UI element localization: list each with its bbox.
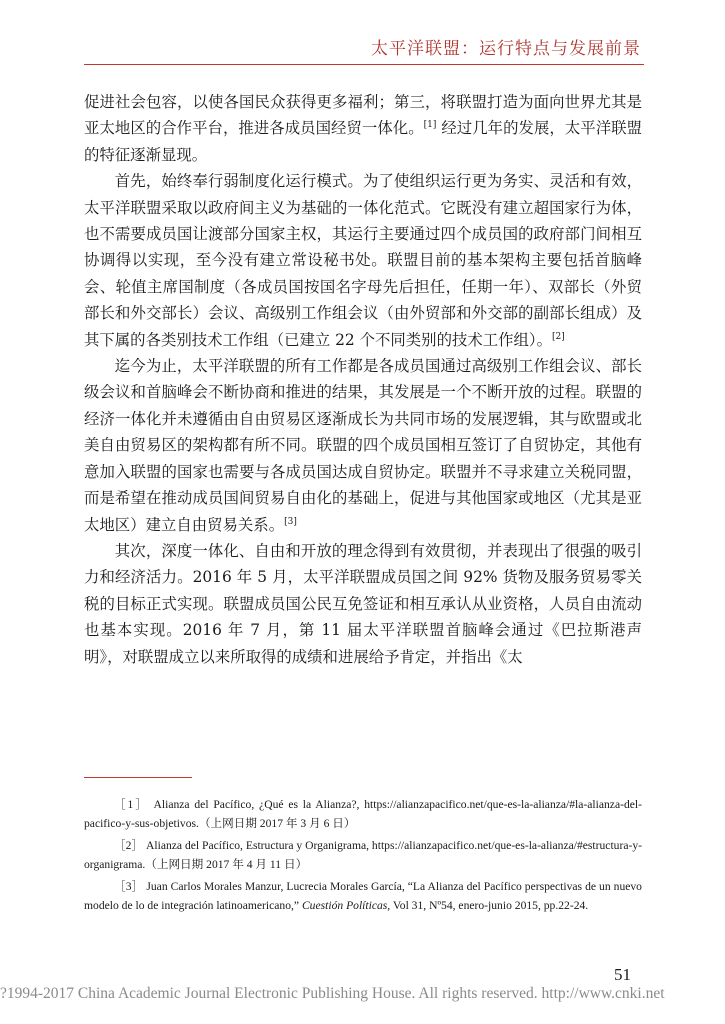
- paragraph-1: [84, 89, 642, 168]
- footnote-label: ［2］: [114, 839, 144, 852]
- footnote-text: Alianza del Pacífico, Estructura y Organigrama, https://alianzapacifico.net/que-es-la-alianza/#estructura-y-organigrama.（上网日期 2017 年 4 月 11 日）: [84, 839, 642, 871]
- page-number: 51: [614, 965, 631, 984]
- paragraph-3-text: 迄今为止，太平洋联盟的所有工作都是各成员国通过高级别工作组会议、部长级会议和首脑峰会不断协商和推进的结果，其发展是一个不断开放的过程。联盟的经济一体化并未遵循由自由贸易区逐渐成长为共同市场的发展逻辑，其与欧盟或北美自由贸易区的架构都有所不同。联盟的四个成员国相互签订了自贸协定，其他有意加入联盟的国家也需要与各成员国达成自贸协定。联盟并不寻求建立关税同盟，而是希望在推动成员国间贸易自由化的基础上，促进与其他国家或地区（尤其是亚太地区）建立自由贸易关系。: [84, 357, 642, 534]
- footnotes: [84, 795, 642, 918]
- footnote-ref-3[interactable]: [3]: [284, 516, 297, 527]
- body-text: [84, 89, 642, 670]
- footnote-text: Alianza del Pacífico, ¿Qué es la Alianza?, https://alianzapacifico.net/que-es-la-alianza/#la-alianza-del-pacifico-y-sus-objetivos.（上网日期 2017 年 3 月 6 日）: [84, 798, 642, 830]
- paragraph-1-text: 促进社会包容，以使各国民众获得更多福利；第三，将联盟打造为面向世界尤其是亚太地区的合作平台，推进各成员国经贸一体化。: [84, 93, 642, 138]
- footnote-1: [84, 795, 642, 833]
- footnote-separator: [84, 777, 192, 778]
- paragraph-4: [84, 538, 642, 670]
- footnote-2: [84, 836, 642, 874]
- copyright-footer: ?1994-2017 China Academic Journal Electronic Publishing House. All rights reserved. http://www.cnki.net: [0, 985, 665, 1002]
- header-rule: [84, 64, 644, 65]
- footnote-label: ［1］: [114, 798, 149, 811]
- paragraph-2-text: 首先，始终奉行弱制度化运行模式。为了使组织运行更为务实、灵活和有效，太平洋联盟采取以政府间主义为基础的一体化范式。它既没有建立超国家行为体，也不需要成员国让渡部分国家主权，其运行主要通过四个成员国的政府部门间相互协调得以实现，至今没有建立常设秘书处。联盟目前的基本架构主要包括首脑峰会、轮值主席国制度（各成员国按国名字母先后担任，任期一年）、双部长（外贸部长和外交部长）会议、高级别工作组会议（由外贸部和外交部的副部长组成）及其下属的各类别技术工作组（已建立 22 个不同类别的技术工作组）。: [84, 172, 642, 349]
- paragraph-2: [84, 168, 642, 353]
- paragraph-1-text-cont: 经过几年的发展，太平洋联盟的特征逐渐显现。: [84, 119, 642, 164]
- footnote-label: ［3］: [114, 880, 144, 893]
- footnote-ref-2[interactable]: [2]: [552, 331, 565, 342]
- footnote-text-cont: Vol 31, Nº54, enero-junio 2015, pp.22-24.: [390, 899, 589, 912]
- footnote-journal-title: Cuestión Políticas,: [301, 899, 391, 912]
- footnote-3: [84, 877, 642, 915]
- paragraph-3: [84, 353, 642, 538]
- paragraph-4-text: 其次，深度一体化、自由和开放的理念得到有效贯彻，并表现出了很强的吸引力和经济活力。2016 年 5 月，太平洋联盟成员国之间 92% 货物及服务贸易零关税的目标正式实现。联盟成员国公民互免签证和相互承认从业资格，人员自由流动也基本实现。2016 年 7 月，第 11 届太平洋联盟首脑峰会通过《巴拉斯港声明》，对联盟成立以来所取得的成绩和进展给予肯定，并指出《太: [84, 541, 642, 666]
- running-title: 太平洋联盟：运行特点与发展前景: [371, 39, 641, 59]
- footnote-text: Juan Carlos Morales Manzur, Lucrecia Morales García, “La Alianza del Pacífico perspectivas de un nuevo modelo de lo de integración latinoamericano,”: [84, 880, 642, 912]
- footnote-ref-1[interactable]: [1]: [423, 120, 437, 131]
